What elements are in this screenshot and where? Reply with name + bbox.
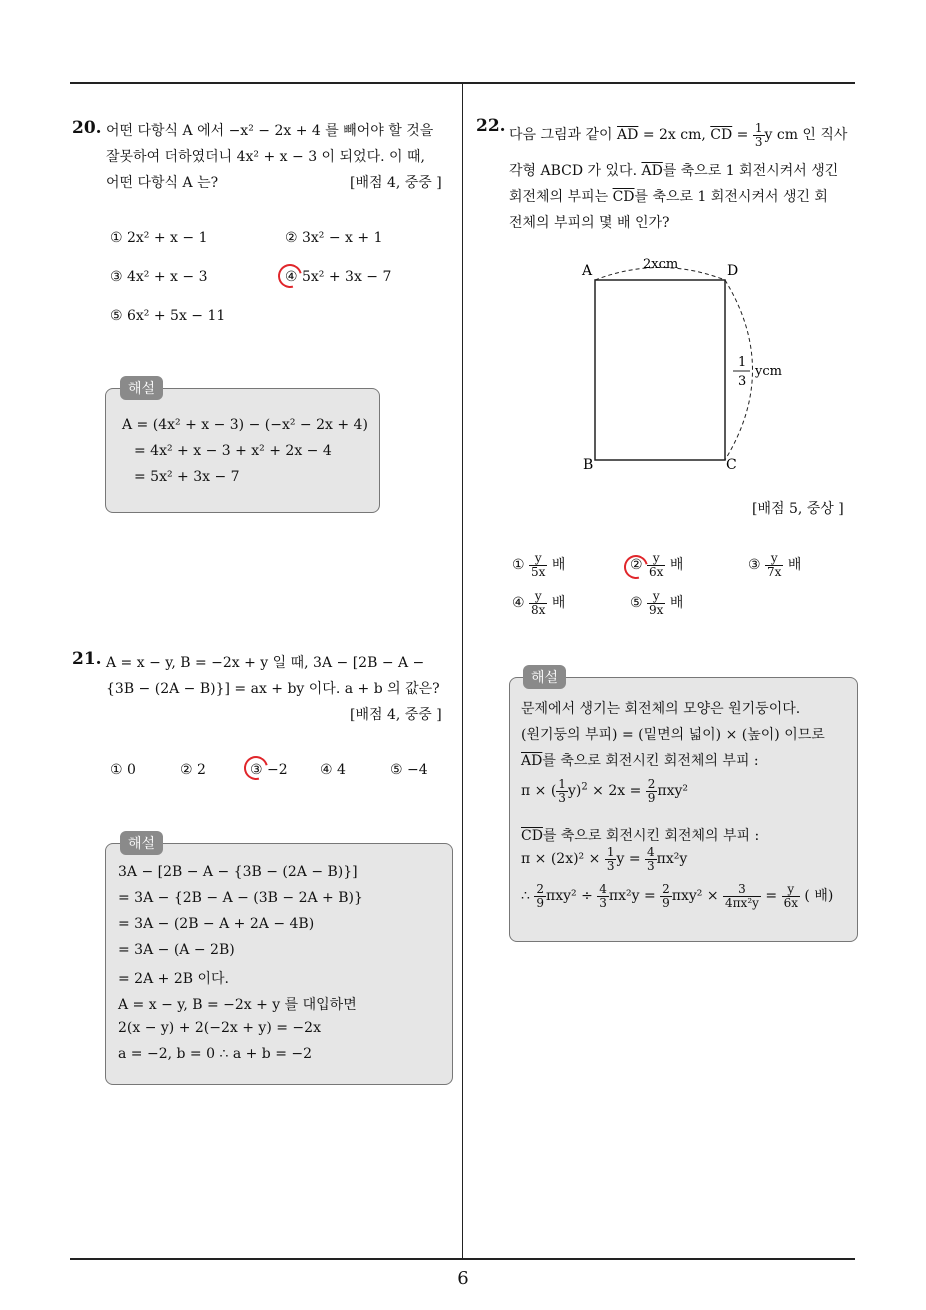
question-20-line-1: 어떤 다항식 A 에서 −x² − 2x + 4 를 빼어야 할 것을 xyxy=(106,123,434,139)
q20-choice-5[interactable]: ⑤ 6x² + 5x − 11 xyxy=(110,308,226,324)
q22-solution-line-5: $\overline{CD}$를 축으로 회전시킨 회전체의 부피 : xyxy=(521,828,760,844)
page-number: 6 xyxy=(457,1268,469,1289)
q22-solution-line-4: π × ( $\frac{1}{3}$ y)$^2$ × 2x = $\frac{2}{9}$ πxy² xyxy=(521,777,689,805)
q21-solution-tag: 해설 xyxy=(120,831,163,855)
q20-solution-line-1: A = (4x² + x − 3) − (−x² − 2x + 4) xyxy=(122,417,368,433)
q22-choice-5[interactable]: ⑤ $\frac{y}{9x}$ 배 xyxy=(630,589,684,617)
rectangle-figure xyxy=(575,250,795,475)
q22-solution-line-1: 문제에서 생기는 회전체의 모양은 원기둥이다. xyxy=(521,701,801,717)
side-length-num: 1 xyxy=(738,355,747,370)
q21-solution-line-6: A = x − y, B = −2x + y 를 대입하면 xyxy=(118,997,357,1013)
q21-choice-2[interactable]: ② 2 xyxy=(180,762,206,778)
answer-mark xyxy=(240,752,273,785)
question-20-line-2: 잘못하여 더하였더니 4x² + x − 3 이 되었다. 이 때, xyxy=(106,149,425,165)
question-20-line-3: 어떤 다항식 A 는? xyxy=(106,175,219,191)
vertex-d: D xyxy=(727,263,739,279)
q21-choice-4[interactable]: ④ 4 xyxy=(320,762,346,778)
side-dimension-arc xyxy=(725,280,753,460)
rectangle-abcd xyxy=(595,280,725,460)
answer-mark xyxy=(274,260,307,293)
q20-solution-line-3: = 5x² + 3x − 7 xyxy=(134,469,240,485)
q21-choice-3[interactable]: ③ −2 xyxy=(250,762,288,778)
q20-solution-line-2: = 4x² + x − 3 + x² + 2x − 4 xyxy=(134,443,332,459)
vertex-a: A xyxy=(582,263,593,279)
side-length-unit: ycm xyxy=(755,364,782,379)
q22-solution-line-7: ∴ $\frac{2}{9}$ πxy² ÷ $\frac{4}{3}$ πx²y = $\frac{2}{9}$ πxy² × $\frac{3}{\text{4πx²y}}$ = $\frac{y}{6x}$ ( 배) xyxy=(521,882,834,910)
vertex-b: B xyxy=(583,457,594,473)
q21-solution-line-8: a = −2, b = 0 ∴ a + b = −2 xyxy=(118,1046,313,1062)
question-22-line-4: 전체의 부피의 몇 배 인가? xyxy=(509,215,670,231)
q20-choice-3[interactable]: ③ 4x² + x − 3 xyxy=(110,269,208,285)
question-20-meta: [배점 4, 중중 ] xyxy=(350,175,442,191)
q21-solution-line-4: = 3A − (A − 2B) xyxy=(118,942,235,958)
column-divider xyxy=(462,83,463,1258)
q21-solution-line-2: = 3A − {2B − A − (3B − 2A + B)} xyxy=(118,890,363,906)
question-22-meta: [배점 5, 중상 ] xyxy=(752,501,844,517)
bottom-rule xyxy=(70,1258,855,1260)
top-length-label: 2xcm xyxy=(643,257,679,272)
q20-choice-1[interactable]: ① 2x² + x − 1 xyxy=(110,230,208,246)
q21-choice-5[interactable]: ⑤ −4 xyxy=(390,762,428,778)
q21-solution-line-5: = 2A + 2B 이다. xyxy=(118,971,229,987)
q21-solution-line-7: 2(x − y) + 2(−2x + y) = −2x xyxy=(118,1020,321,1036)
q20-choice-4[interactable]: ④ 5x² + 3x − 7 xyxy=(285,269,392,285)
q22-choice-1[interactable]: ① $\frac{y}{5x}$ 배 xyxy=(512,551,566,579)
q22-choice-4[interactable]: ④ $\frac{y}{8x}$ 배 xyxy=(512,589,566,617)
q22-choice-3[interactable]: ③ $\frac{y}{7x}$ 배 xyxy=(748,551,802,579)
question-22-line-2: 각형 ABCD 가 있다. $\overline{AD}$를 축으로 1 회전시켜서 생긴 xyxy=(509,163,839,179)
side-length-den: 3 xyxy=(738,374,747,389)
q22-solution-tag: 해설 xyxy=(523,665,566,689)
q21-solution-line-3: = 3A − (2B − A + 2A − 4B) xyxy=(118,916,315,932)
vertex-c: C xyxy=(726,457,737,473)
q22-solution-line-2: (원기둥의 부피) = (밑면의 넓이) × (높이) 이므로 xyxy=(521,727,825,743)
q20-solution-tag: 해설 xyxy=(120,376,163,400)
q21-solution-line-1: 3A − [2B − A − {3B − (2A − B)}] xyxy=(118,864,358,880)
question-21-meta: [배점 4, 중중 ] xyxy=(350,707,442,723)
q21-choice-1[interactable]: ① 0 xyxy=(110,762,136,778)
question-21-number: 21. xyxy=(72,649,102,669)
question-22-line-3: 회전체의 부피는 $\overline{CD}$를 축으로 1 회전시켜서 생긴 회 xyxy=(509,189,828,205)
question-21-line-2: {3B − (2A − B)}] = ax + by 이다. a + b 의 값은? xyxy=(106,681,440,697)
question-22-number: 22. xyxy=(476,116,506,136)
question-20-number: 20. xyxy=(72,118,102,138)
q22-solution-line-6: π × (2x)² × $\frac{1}{3}$ y = $\frac{4}{3}$ πx²y xyxy=(521,845,688,873)
q22-choice-2[interactable]: ② $\frac{y}{6x}$ 배 xyxy=(630,551,684,579)
q22-solution-line-3: $\overline{AD}$를 축으로 회전시킨 회전체의 부피 : xyxy=(521,753,759,769)
question-21-line-1: A = x − y, B = −2x + y 일 때, 3A − [2B − A − xyxy=(106,655,425,671)
q20-choice-2[interactable]: ② 3x² − x + 1 xyxy=(285,230,383,246)
question-22-line-1: 다음 그림과 같이 $\overline{AD} = 2x$ cm, $\overline{CD}$ = $\frac{1}{3}$ y cm 인 직사 xyxy=(509,121,848,149)
